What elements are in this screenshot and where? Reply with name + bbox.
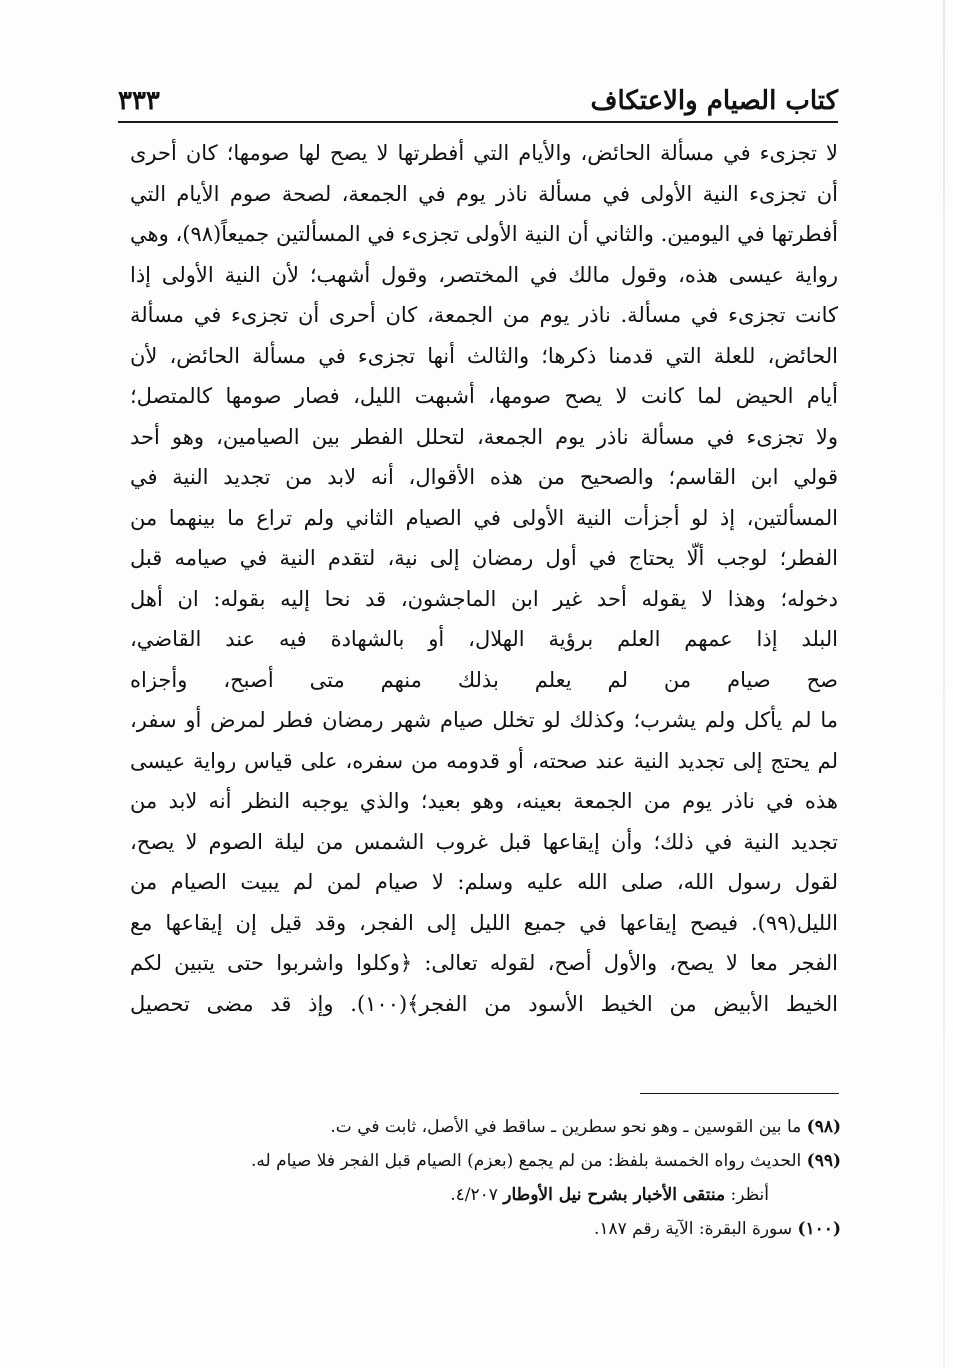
text-line: دخوله؛ وهذا لا يقوله أحد غير ابن الماجشون، قد نحا إليه بقوله: ان أهل xyxy=(130,586,838,611)
text-line: رواية عيسى هذه، وقول مالك في المختصر، وقول أشهب؛ لأن النية الأولى إذا xyxy=(130,262,838,287)
text-line: قولي ابن القاسم؛ والصحيح من هذه الأقوال، أنه لابد من تجديد النية في xyxy=(130,465,838,489)
text-line: الخيط الأبيض من الخيط الأسود من الفجر﴾(١٠٠). وإذ قد مضى تحصيل xyxy=(130,991,838,1016)
text-line: لم يحتج إلى تجديد النية عند صحته، أو قدومه من سفره، على قياس رواية عيسى xyxy=(130,748,838,773)
text-line: المسألتين، إذ لو أجزأت النية الأولى في الصيام الثاني ولم تراع ما بينهما من xyxy=(130,505,838,530)
scan-edge-shadow xyxy=(943,0,945,1368)
text-line: تجديد النية في ذلك؛ وأن إيقاعها قبل غروب الشمس من ليلة الصوم لا يصح، xyxy=(130,829,838,854)
footnote-99-reference xyxy=(150,1178,841,1212)
running-title: كتاب الصيام والاعتكاف xyxy=(590,86,838,116)
text-line: هذه في ناذر يوم من الجمعة بعينه، وهو بعيد؛ والذي يوجبه النظر أنه لابد من xyxy=(130,789,838,813)
footnote-number: (١٠٠) xyxy=(797,1219,841,1239)
footnote-98 xyxy=(150,1110,841,1144)
text-line: الليل(٩٩). فيصح إيقاعها في جميع الليل إلى الفجر، وقد قيل إن إيقاعها مع xyxy=(130,910,838,935)
footnote-reference-suffix: ٤/٢٠٧. xyxy=(450,1185,498,1205)
footnote-separator xyxy=(640,1093,839,1094)
text-line: الحائض، للعلة التي قدمنا ذكرها؛ والثالث أنها تجزىء في مسألة الحائض، لأن xyxy=(130,343,838,368)
main-text xyxy=(130,133,838,1024)
footnote-text: ما بين القوسين ـ وهو نحو سطرين ـ ساقط في الأصل، ثابت في ت. xyxy=(330,1117,802,1137)
footnote-text: سورة البقرة: الآية رقم ١٨٧. xyxy=(593,1219,793,1239)
text-line: ولا تجزىء في مسألة ناذر يوم الجمعة، لتحلل الفطر بين الصيامين، وهو أحد xyxy=(130,424,838,449)
footnote-number: (٩٩) xyxy=(806,1151,841,1171)
text-line: لا تجزىء في مسألة الحائض، والأيام التي أفطرتها لا يصح لها صومها؛ كان أحرى xyxy=(130,141,838,165)
text-line: الفجر معا لا يصح، والأول أصح، لقوله تعالى: ﴿وكلوا واشربوا حتى يتبين لكم xyxy=(130,951,838,975)
footnote-number: (٩٨) xyxy=(806,1117,841,1137)
page-header xyxy=(118,80,838,116)
footnotes xyxy=(150,1110,841,1246)
text-line: كانت تجزىء في مسألة. ناذر يوم من الجمعة، كان أحرى أن تجزىء في مسألة xyxy=(130,303,838,327)
footnote-text: الحديث رواه الخمسة بلفظ: من لم يجمع (بعزم) الصيام قبل الفجر فلا صيام له. xyxy=(250,1151,802,1171)
footnote-99 xyxy=(150,1144,841,1178)
text-line: لقول رسول الله، صلى الله عليه وسلم: لا صيام لمن لم يبيت الصيام من xyxy=(130,870,838,894)
text-line: أيام الحيض لما كانت لا يصح صومها، أشبهت الليل، فصار صومها كالمتصل؛ xyxy=(130,384,838,408)
footnote-100 xyxy=(150,1212,841,1246)
page-number: ٣٣٣ xyxy=(118,86,160,116)
header-rule xyxy=(118,121,838,123)
footnote-reference-title: منتقى الأخبار بشرح نيل الأوطار xyxy=(503,1185,726,1205)
text-line: أن تجزىء النية الأولى في مسألة ناذر يوم في الجمعة، لصحة صوم الأيام التي xyxy=(130,181,838,206)
text-line: ما لم يأكل ولم يشرب؛ وكذلك لو تخلل صيام شهر رمضان فطر لمرض أو سفر، xyxy=(130,708,838,732)
text-line: البلد إذا عمهم العلم برؤية الهلال، أو بالشهادة فيه عند القاضي، xyxy=(130,627,838,651)
text-line: الفطر؛ لوجب ألّا يحتاج في أول رمضان إلى نية، لتقدم النية في صيامه قبل xyxy=(130,546,838,570)
text-line: أفطرتها في اليومين. والثاني أن النية الأولى تجزىء في المسألتين جميعاً(٩٨)، وهي xyxy=(130,222,838,246)
text-line: صح صيام من لم يعلم بذلك منهم متى أصبح، وأجزاه xyxy=(130,667,838,692)
footnote-reference-prefix: أنظر: xyxy=(730,1185,769,1205)
